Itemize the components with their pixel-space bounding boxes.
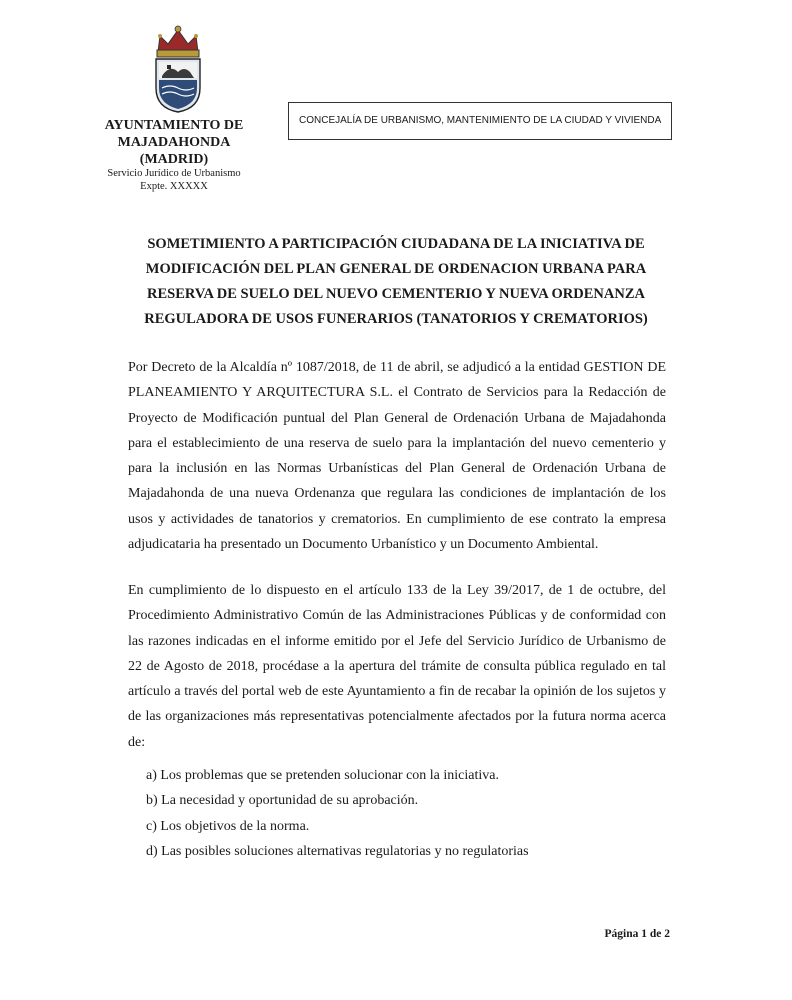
paragraph-1: Por Decreto de la Alcaldía nº 1087/2018, de 11 de abril, se adjudicó a la entidad GESTION DE PLANEAMIENTO Y ARQUITECTURA S.L. el Contrato de Servicios para la Redacción de Proyecto de Modificación puntual del Plan General de Ordenación Urbana de Majadahonda para el establecimiento de una reserva de suelo para la implantación del nuevo cementerio y para la inclusión en las Normas Urbanísticas del Plan General de Ordenación Urbana de Majadahonda de una nueva Ordenanza que regulara las condiciones de implantación de los usos y actividades de tanatorios y crematorios. En cumplimiento de ese contrato la empresa adjudicataria ha presentado un Documento Urbanístico y un Documento Ambiental. (128, 360, 666, 553)
list-item: a) Los problemas que se pretenden solucionar con la iniciativa. (146, 768, 499, 783)
list-item: d) Las posibles soluciones alternativas regulatorias y no regulatorias (146, 843, 529, 859)
organization-name: AYUNTAMIENTO DE MAJADAHONDA (104, 118, 244, 150)
paragraph-2: En cumplimiento de lo dispuesto en el artículo 133 de la Ley 39/2017, de 1 de octubre, del Procedimiento Administrativo Común de las Administraciones Públicas y de conformidad con las razones indicadas en el informe emitido por el Jefe del Servicio Jurídico de Urbanismo de 22 de Agosto de 2018, procédase a la apertura del trámite de consulta pública regulado en tal artículo a través del portal web de este Ayuntamiento a fin de recabar la opinión de los sujetos y de las organizaciones más representativas potencialmente afectados por la futura norma acerca de: (128, 583, 666, 750)
department-box: CONCEJALÍA DE URBANISMO, MANTENIMIENTO DE LA CIUDAD Y VIVIENDA (288, 102, 672, 140)
file-reference: Expte. XXXXX (140, 180, 208, 192)
list-item: b) La necesidad y oportunidad de su aprobación. (146, 793, 419, 809)
document-title: SOMETIMIENTO A PARTICIPACIÓN CIUDADANA DE LA INICIATIVA DE MODIFICACIÓN DEL PLAN GENERAL DE ORDENACION URBANA PARA RESERVA DE SUELO DEL NUEVO CEMENTERIO Y NUEVA ORDENANZA REGULADORA DE USOS FUNERARIOS (TANATORIOS Y CREMATORIOS) (144, 236, 648, 327)
consultation-list (146, 763, 529, 864)
service-name: Servicio Jurídico de Urbanismo (107, 168, 241, 180)
organization-region: (MADRID) (139, 151, 209, 167)
list-item: c) Los objetivos de la norma. (146, 818, 310, 834)
organization-block (66, 118, 282, 194)
page-number: Página 1 de 2 (604, 928, 670, 940)
crest-icon (150, 22, 206, 114)
